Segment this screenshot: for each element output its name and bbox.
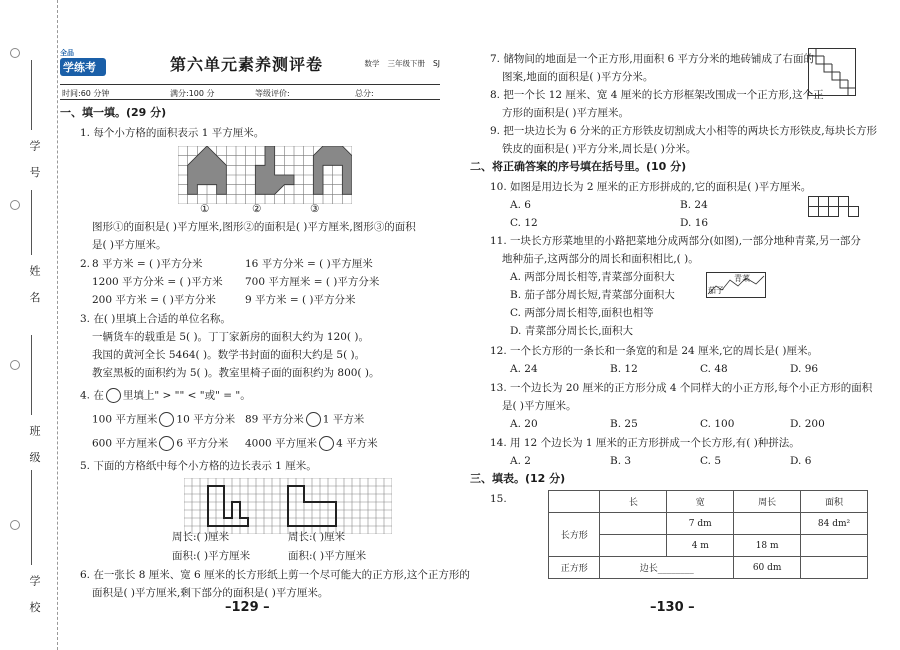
q9-line1: 9. 把一块边长为 6 分米的正方形铁皮切割成大小相等的两块长方形铁皮,每块长方形 (490, 125, 878, 137)
page-title: 第六单元素养测评卷 (170, 55, 324, 74)
q9-line2: 铁皮的面积是( )平方分米,周长是( )分米。 (502, 143, 697, 155)
cell-area: 84 dm² (801, 513, 868, 535)
q11-line2: 地种茄子,这两部分的周长和面积相比,( )。 (502, 253, 699, 265)
header-area: 面积 (801, 491, 868, 513)
q11-option-c[interactable]: C. 两部分周长相等,面积也相等 (510, 307, 654, 319)
q15-number: 15. (490, 493, 507, 505)
fill-line (31, 470, 32, 565)
section-2-title: 二、将正确答案的序号填在括号里。(10 分) (470, 160, 687, 173)
q10-option-c[interactable]: C. 12 (510, 217, 538, 229)
compare-circle[interactable] (159, 436, 174, 451)
q2-item: 1200 平方分米 = ( )平方米 (92, 276, 223, 288)
subject-info: 数学 三年级下册 SJ (364, 59, 440, 68)
q7-line2: 图案,地面的面积是( )平方分米。 (502, 71, 654, 83)
header (60, 48, 440, 82)
level-eval: 等级评价: (255, 89, 290, 98)
page-number-left: –129 – (225, 600, 270, 615)
q5-perimeter-1: 周长:( )厘米 (172, 531, 230, 543)
q4-text: 4. 在 里填上" > "" < "或" = "。 (80, 389, 251, 402)
punch-hole (10, 200, 20, 210)
q15-table (548, 490, 868, 579)
header-length: 长 (600, 491, 667, 513)
q12-text: 12. 一个长方形的一条长和一条宽的和是 24 厘米,它的周长是( )厘米。 (490, 345, 818, 357)
q12-option-c[interactable]: C. 48 (700, 363, 728, 375)
cell-blank[interactable] (801, 535, 868, 557)
q10-option-a[interactable]: A. 6 (510, 199, 531, 211)
cell-side[interactable]: 边长________ (600, 557, 734, 579)
q5-area-2: 面积:( )平方厘米 (288, 550, 367, 562)
q4-row: 4000 平方厘米 4 平方米 (245, 437, 378, 450)
q8-line1: 8. 把一个长 12 厘米、宽 4 厘米的长方形框架改围成一个正方形,这个正 (490, 89, 824, 101)
page-left (60, 0, 470, 650)
compare-circle[interactable] (319, 436, 334, 451)
q3-line: 教室黑板的面积约为 5( )。教室里椅子面的面积约为 800( )。 (92, 367, 380, 379)
q7-line1: 7. 储物间的地面是一个正方形,用面积 6 平方分米的地砖铺成了右面的 (490, 53, 815, 65)
label-student-id: 学 号 (28, 140, 41, 184)
q14-option-b[interactable]: B. 3 (610, 455, 632, 467)
q3-line: 我国的黄河全长 5464( )。数学书封面的面积大约是 5( )。 (92, 349, 366, 361)
q11-option-d[interactable]: D. 青菜部分周长长,面积大 (510, 325, 634, 337)
q1-grid-figure (178, 146, 352, 204)
section-3-title: 三、填表。(12 分) (470, 472, 566, 485)
q5-grid-figure (184, 478, 392, 534)
section-1-title: 一、填一填。(29 分) (60, 106, 167, 119)
cell-blank[interactable] (734, 513, 801, 535)
q3-text: 3. 在( )里填上合适的单位名称。 (80, 313, 231, 325)
q11-label-greens: 青菜 (734, 274, 750, 283)
q2-item: 200 平方米 = ( )平方分米 (92, 294, 216, 306)
q4-row: 600 平方厘米 6 平方分米 (92, 437, 229, 450)
circle-icon (106, 388, 121, 403)
q10-option-d[interactable]: D. 16 (680, 217, 709, 229)
q5-shape-1 (208, 486, 248, 526)
q12-option-d[interactable]: D. 96 (790, 363, 819, 375)
label-name: 姓 名 (28, 265, 41, 309)
q10-text: 10. 如图是用边长为 2 厘米的正方形拼成的,它的面积是( )平方厘米。 (490, 181, 812, 193)
q5-text: 5. 下面的方格纸中每个小方格的边长表示 1 厘米。 (80, 460, 317, 472)
q13-line1: 13. 一个边长为 20 厘米的正方形分成 4 个同样大的小正方形,每个小正方形的面积 (490, 382, 873, 394)
compare-circle[interactable] (306, 412, 321, 427)
q2-item: 8 平方米 = ( )平方分米 (92, 258, 203, 270)
q13-line2: 是( )平方厘米。 (502, 400, 577, 412)
q11-line1: 11. 一块长方形菜地里的小路把菜地分成两部分(如图),一部分地种青菜,另一部分 (490, 235, 861, 247)
info-bar (60, 84, 440, 100)
label-school: 学 校 (28, 575, 41, 619)
q2-item: 700 平方厘米 = ( )平方分米 (245, 276, 380, 288)
punch-hole (10, 48, 20, 58)
q5-area-1: 面积:( )平方厘米 (172, 550, 251, 562)
q10-figure (808, 196, 860, 218)
cell-perimeter: 18 m (734, 535, 801, 557)
q13-option-c[interactable]: C. 100 (700, 418, 735, 430)
label-shape-1: ① (200, 203, 210, 215)
logo: 全品 学练考 (60, 48, 106, 72)
q11-option-a[interactable]: A. 两部分周长相等,青菜部分面积大 (510, 271, 675, 283)
q1-answer-line1: 图形①的面积是( )平方厘米,图形②的面积是( )平方厘米,图形③的面积 (92, 221, 416, 233)
fill-line (31, 60, 32, 130)
cell-blank[interactable] (600, 513, 667, 535)
cell-perimeter: 60 dm (734, 557, 801, 579)
q1-text: 1. 每个小方格的面积表示 1 平方厘米。 (80, 127, 265, 139)
label-class: 班 级 (28, 425, 41, 469)
q13-option-d[interactable]: D. 200 (790, 418, 825, 430)
q14-option-c[interactable]: C. 5 (700, 455, 722, 467)
header-perimeter: 周长 (734, 491, 801, 513)
row-label-rectangle: 长方形 (549, 513, 600, 557)
q3-line: 一辆货车的载重是 5( )。丁丁家新房的面积大约为 120( )。 (92, 331, 369, 343)
q14-option-a[interactable]: A. 2 (510, 455, 531, 467)
q13-option-a[interactable]: A. 20 (510, 418, 538, 430)
full-score: 满分:100 分 (170, 89, 215, 98)
q11-label-eggplant: 茄子 (708, 286, 724, 295)
page-right (470, 0, 890, 650)
cell-blank[interactable] (801, 557, 868, 579)
page-number-right: –130 – (650, 600, 695, 615)
q13-option-b[interactable]: B. 25 (610, 418, 638, 430)
q2-item: 16 平方分米 = ( )平方厘米 (245, 258, 373, 270)
shape-2 (255, 146, 294, 194)
q10-option-b[interactable]: B. 24 (680, 199, 708, 211)
q2-number: 2. (80, 258, 91, 270)
punch-hole (10, 520, 20, 530)
q4-row: 89 平方分米 1 平方米 (245, 413, 365, 426)
q11-option-b[interactable]: B. 茄子部分周长短,青菜部分面积大 (510, 289, 675, 301)
q12-option-a[interactable]: A. 24 (510, 363, 538, 375)
label-shape-3: ③ (310, 203, 320, 215)
q2-item: 9 平方米 = ( )平方分米 (245, 294, 356, 306)
q5-perimeter-2: 周长:( )厘米 (288, 531, 346, 543)
compare-circle[interactable] (159, 412, 174, 427)
row-label-square: 正方形 (549, 557, 600, 579)
label-shape-2: ② (252, 203, 262, 215)
punch-hole (10, 360, 20, 370)
binding-strip (0, 0, 58, 650)
fill-line (31, 335, 32, 415)
q8-line2: 方形的面积是( )平方厘米。 (502, 107, 630, 119)
q14-option-d[interactable]: D. 6 (790, 455, 812, 467)
q6-line2: 面积是( )平方厘米,剩下部分的面积是( )平方厘米。 (92, 587, 329, 599)
fill-line (31, 190, 32, 255)
q6-line1: 6. 在一张长 8 厘米、宽 6 厘米的长方形纸上剪一个尽可能大的正方形,这个正方形的 (80, 569, 470, 581)
header-width: 宽 (667, 491, 734, 513)
cell-width: 4 m (667, 535, 734, 557)
q1-answer-line2: 是( )平方厘米。 (92, 239, 167, 251)
cell-width: 7 dm (667, 513, 734, 535)
time-limit: 时间:60 分钟 (62, 89, 110, 98)
q4-row: 100 平方厘米 10 平方分米 (92, 413, 236, 426)
q12-option-b[interactable]: B. 12 (610, 363, 638, 375)
cell-blank[interactable] (600, 535, 667, 557)
total-score: 总分: (355, 89, 374, 98)
q14-text: 14. 用 12 个边长为 1 厘米的正方形拼成一个长方形,有( )种拼法。 (490, 437, 800, 449)
